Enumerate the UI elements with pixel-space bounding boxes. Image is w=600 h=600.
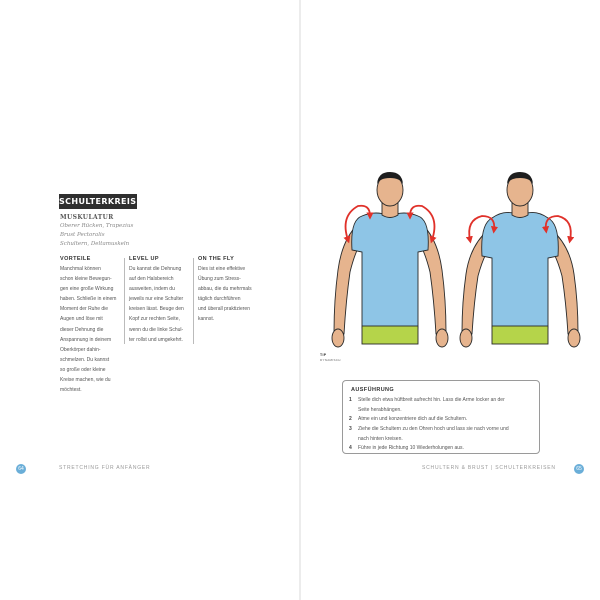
text-line: kannst. [198,316,215,323]
footer-right: SCHULTERN & BRUST | SCHULTERKREISEN [422,465,556,471]
text-line: Oberkörper dahin- [60,346,101,353]
text-line: jeweils nur eine Schulter [129,296,184,303]
text-line: Ziehe die Schultern zu den Ohren hoch und lass sie nach vorne und [358,426,509,432]
level-up-heading: LEVEL UP [129,256,159,262]
column-divider [193,258,194,344]
muscles-heading: MUSKULATUR [60,214,114,221]
instructions-heading: AUSFÜHRUNG [351,387,395,393]
footer-left: STRETCHING FÜR ANFÄNGER [59,465,151,471]
instruction-step [349,415,468,425]
text-line: auf den Halsbereich [129,276,174,283]
benefits-column [60,256,120,395]
muscle-item: Brust Pectoralis [60,232,105,238]
text-line: abbau, die du mehrmals [198,286,252,293]
text-line: Du kannst die Dehnung [129,266,182,272]
step-number: 4 [349,445,352,451]
step-number: 3 [349,426,352,432]
step-text [358,396,538,415]
figure-tip-sub: DYNAMISCH [320,358,341,362]
text-line: und überall praktizieren [198,306,250,313]
text-line: Augen und löse mit [60,316,103,323]
level-up-column [129,256,189,345]
muscle-item: Schultern, Deltamuskeln [60,241,130,247]
benefits-heading: VORTEILE [60,256,91,262]
column-divider [124,258,125,344]
step-text [358,415,538,425]
level-up-text [129,264,189,345]
text-line: Übung zum Stress- [198,276,241,283]
text-line: gen eine große Wirkung [60,286,114,293]
text-line: Seite herabhängen. [358,406,402,413]
text-line: ausweiten, indem du [129,286,175,293]
text-line: Führe in jede Richtung 10 Wiederholungen aus. [358,445,464,451]
on-the-fly-column [198,256,258,325]
text-line: ter rollst und umgekehrt. [129,336,183,343]
text-line: schmelzen. Du kannst [60,356,110,363]
muscles-list [60,222,133,249]
text-line: möchtest. [60,387,82,394]
muscle-item: Oberer Rücken, Trapezius [60,223,134,229]
on-the-fly-heading: ON THE FLY [198,256,235,262]
text-line: täglich durchführen [198,296,241,303]
text-line: nach hinten kreisen. [358,435,403,442]
page-number-right: 65 [574,464,584,474]
text-line: Stelle dich etwa hüftbreit aufrecht hin. Lass die Arme locker an der [358,397,505,403]
step-text [358,444,538,454]
text-line: Kopf zur rechten Seite, [129,316,180,323]
text-line: Manchmal können [60,266,101,272]
step-number: 2 [349,416,352,422]
figure-shoulders-down [332,172,448,347]
benefits-text [60,264,120,395]
page-gutter [299,0,301,600]
figure-tip-label: TIP [320,353,327,357]
text-line: Dies ist eine effektive [198,266,246,272]
page-number-left: 64 [16,464,26,474]
text-line: so große oder kleine [60,366,106,373]
step-text [358,425,538,444]
instruction-step [349,396,505,413]
text-line: dieser Dehnung die [60,326,104,333]
text-line: Anspannung in deinem [60,336,112,343]
step-number: 1 [349,397,352,403]
instruction-step [349,444,464,454]
text-line: wenn du die linke Schul- [129,326,184,333]
text-line: Atme ein und konzentriere dich auf die Schultern. [358,416,468,422]
text-line: haben. Schließe in einem [60,296,117,303]
instruction-step [349,425,509,442]
exercise-title: SCHULTERKREISEN [59,194,137,209]
text-line: schon kleine Bewegun- [60,276,112,283]
on-the-fly-text [198,264,258,325]
text-line: Moment der Ruhe die [60,306,109,313]
shoulder-circles-illustration [320,160,582,360]
figure-shoulders-up [460,172,580,347]
text-line: Kreise machen, wie du [60,377,111,384]
text-line: kreisen lässt. Beuge den [129,306,184,313]
